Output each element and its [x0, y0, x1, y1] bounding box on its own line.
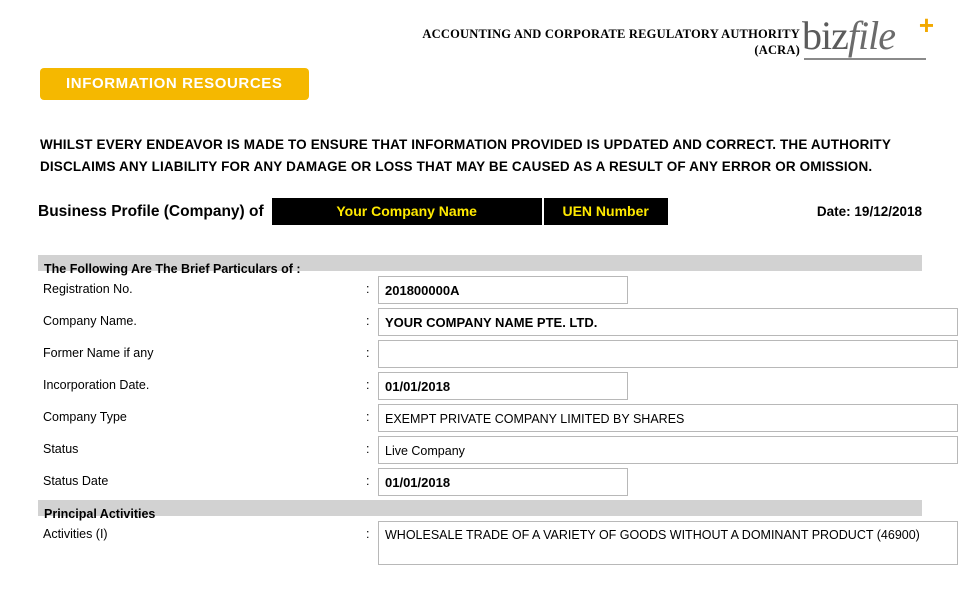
field-colon: :: [366, 346, 370, 360]
field-colon: :: [366, 378, 370, 392]
page-header: [0, 0, 960, 62]
field-value-company-type[interactable]: EXEMPT PRIVATE COMPANY LIMITED BY SHARES: [378, 404, 958, 432]
field-label: Company Name.: [43, 314, 137, 328]
field-row-registration-no: [38, 276, 922, 308]
authority-title: [400, 26, 800, 58]
authority-title-line1: ACCOUNTING AND CORPORATE REGULATORY AUTHORITY: [422, 27, 800, 41]
uen-number-placeholder-box: UEN Number: [544, 198, 668, 225]
field-colon: :: [366, 282, 370, 296]
field-value-former-name[interactable]: [378, 340, 958, 368]
field-value-registration-no[interactable]: 201800000A: [378, 276, 628, 304]
field-colon: :: [366, 410, 370, 424]
field-colon: :: [366, 314, 370, 328]
section-header-particulars: The Following Are The Brief Particulars of :: [38, 255, 922, 271]
bizfile-logo-text: [802, 10, 934, 58]
field-value-activities-1[interactable]: WHOLESALE TRADE OF A VARIETY OF GOODS WITHOUT A DOMINANT PRODUCT (46900): [378, 521, 958, 565]
field-label: Company Type: [43, 410, 127, 424]
field-label: Former Name if any: [43, 346, 154, 360]
field-colon: :: [366, 474, 370, 488]
field-row-incorporation-date: [38, 372, 922, 404]
business-profile-line: [38, 198, 922, 228]
information-resources-banner: INFORMATION RESOURCES: [40, 68, 309, 100]
field-label: Status Date: [43, 474, 109, 488]
field-value-company-name[interactable]: YOUR COMPANY NAME PTE. LTD.: [378, 308, 958, 336]
field-row-status: [38, 436, 922, 468]
field-row-company-type: [38, 404, 922, 436]
section-header-principal-activities: Principal Activities: [38, 500, 922, 516]
banner-container: [0, 68, 960, 100]
field-label: Incorporation Date.: [43, 378, 150, 392]
field-value-status-date[interactable]: 01/01/2018: [378, 468, 628, 496]
bizfile-logo: [802, 10, 934, 62]
bizfile-logo-file: file: [847, 13, 895, 58]
field-label: Registration No.: [43, 282, 133, 296]
field-label: Activities (I): [43, 527, 108, 541]
profile-date: Date: 19/12/2018: [816, 204, 922, 219]
field-value-incorporation-date[interactable]: 01/01/2018: [378, 372, 628, 400]
company-name-placeholder-box: Your Company Name: [272, 198, 542, 225]
field-colon: :: [366, 527, 370, 541]
disclaimer-text: WHILST EVERY ENDEAVOR IS MADE TO ENSURE THAT INFORMATION PROVIDED IS UPDATED AND CORRECT. THE AUTHORITY DISCLAIMS ANY LIABILITY FOR ANY DAMAGE OR LOSS THAT MAY BE CAUSED AS A RESULT OF ANY ERROR OR OMISSION.: [40, 137, 891, 174]
field-row-activities-1: [38, 521, 922, 569]
bizfile-logo-biz: biz: [802, 13, 848, 58]
bizfile-logo-underline: [804, 58, 926, 60]
business-profile-label: Business Profile (Company) of: [38, 203, 264, 220]
bizfile-logo-plus: +: [918, 10, 934, 40]
field-row-status-date: [38, 468, 922, 500]
authority-title-line2: (ACRA): [754, 43, 800, 57]
field-colon: :: [366, 442, 370, 456]
field-value-status[interactable]: Live Company: [378, 436, 958, 464]
field-label: Status: [43, 442, 79, 456]
field-row-company-name: [38, 308, 922, 340]
field-row-former-name: [38, 340, 922, 372]
